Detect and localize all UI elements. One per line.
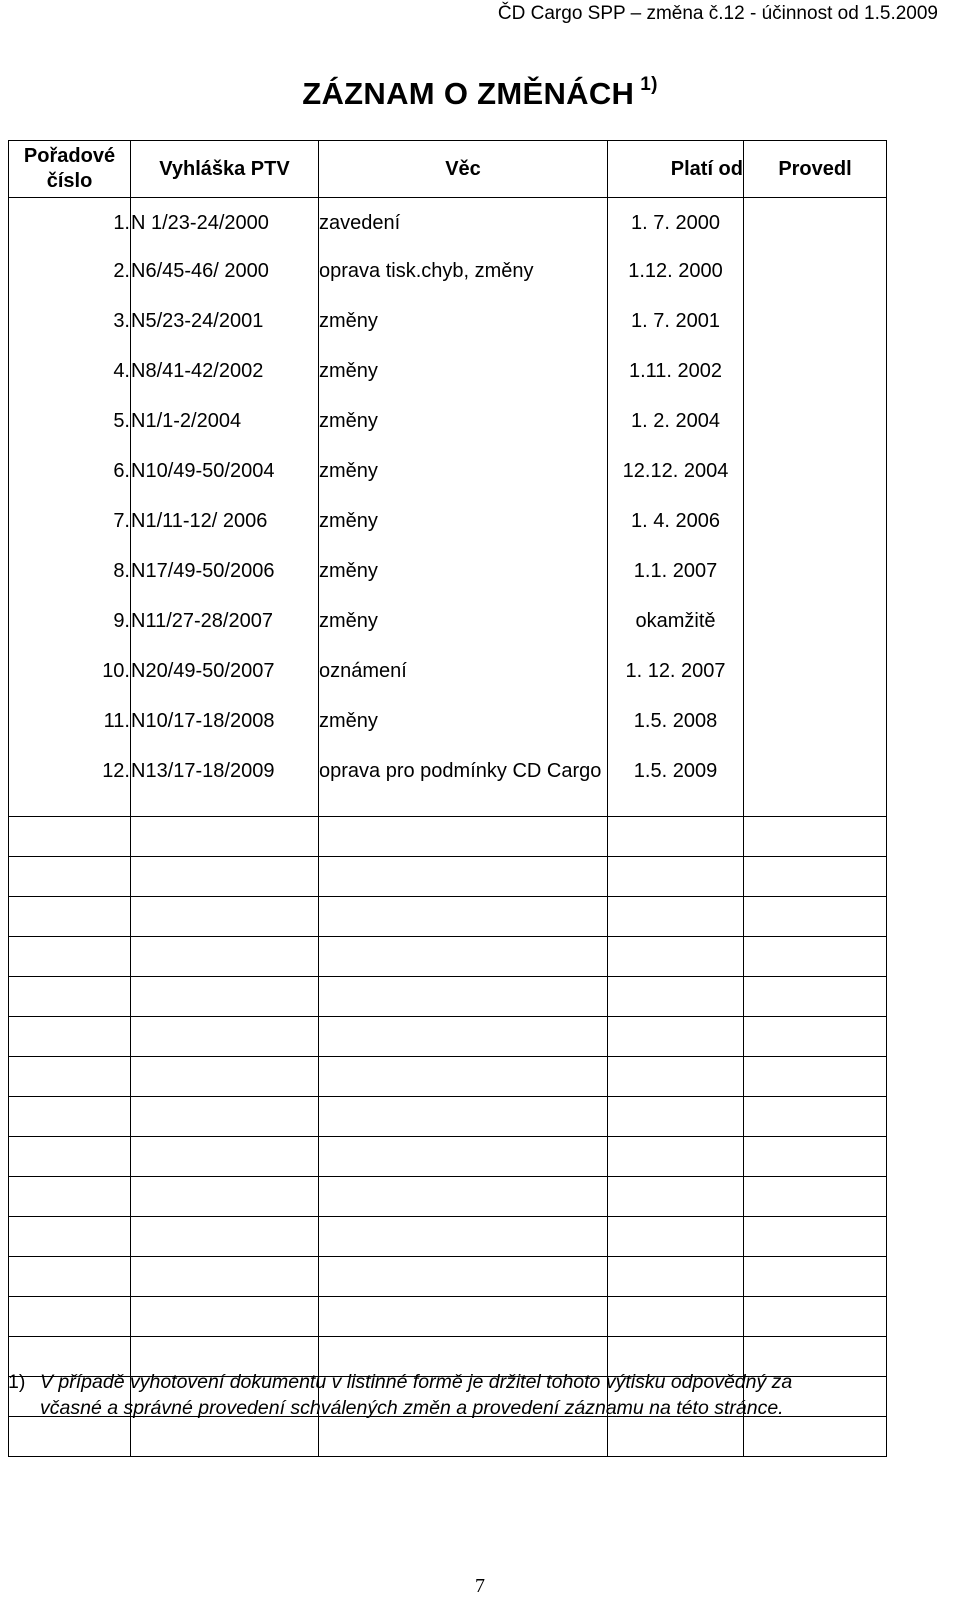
empty-cell (319, 857, 608, 897)
row-subject: změny (319, 700, 608, 750)
row-regulation: N5/23-24/2001 (131, 300, 319, 350)
row-regulation: N11/27-28/2007 (131, 600, 319, 650)
footnote (8, 1369, 918, 1421)
row-regulation: N10/49-50/2004 (131, 450, 319, 500)
empty-cell (319, 937, 608, 977)
page-title-text: ZÁZNAM O ZMĚNÁCH (302, 76, 635, 111)
empty-cell (744, 897, 887, 937)
row-valid-from: 1.12. 2000 (608, 250, 744, 300)
row-regulation: N10/17-18/2008 (131, 700, 319, 750)
row-valid-from: 1.11. 2002 (608, 350, 744, 400)
empty-cell (131, 1297, 319, 1337)
footnote-text-line2: včasné a správné provedení schválených změn a provedení záznamu na této stránce. (40, 1397, 784, 1419)
row-number: 11. (9, 700, 131, 750)
empty-cell (9, 937, 131, 977)
empty-cell (319, 1057, 608, 1097)
empty-row (9, 1257, 887, 1297)
empty-cell (608, 897, 744, 937)
row-valid-from: okamžitě (608, 600, 744, 650)
empty-cell (9, 1097, 131, 1137)
empty-cell (131, 1417, 319, 1457)
empty-cell (608, 1257, 744, 1297)
row-done-by (744, 650, 887, 700)
col-header-subject: Věc (319, 141, 608, 198)
row-regulation: N13/17-18/2009 (131, 750, 319, 817)
empty-cell (9, 1297, 131, 1337)
row-regulation: N17/49-50/2006 (131, 550, 319, 600)
empty-row (9, 1297, 887, 1337)
col-header-regulation: Vyhláška PTV (131, 141, 319, 198)
empty-cell (319, 1017, 608, 1057)
empty-cell (608, 1017, 744, 1057)
empty-cell (608, 1097, 744, 1137)
row-valid-from: 1.1. 2007 (608, 550, 744, 600)
row-done-by (744, 198, 887, 251)
row-subject: oprava tisk.chyb, změny (319, 250, 608, 300)
empty-cell (319, 1177, 608, 1217)
empty-row (9, 1057, 887, 1097)
empty-cell (744, 1057, 887, 1097)
empty-cell (131, 937, 319, 977)
empty-row (9, 977, 887, 1017)
table-row (9, 300, 887, 350)
row-valid-from: 1. 12. 2007 (608, 650, 744, 700)
table-row (9, 500, 887, 550)
empty-cell (744, 1177, 887, 1217)
empty-cell (9, 1017, 131, 1057)
table-row (9, 198, 887, 251)
empty-cell (9, 977, 131, 1017)
footnote-text-line1: V případě vyhotovení dokumentu v listinné formě je držitel tohoto výtisku odpovědný za (40, 1371, 793, 1393)
empty-cell (744, 1017, 887, 1057)
row-done-by (744, 600, 887, 650)
empty-cell (319, 1257, 608, 1297)
col-header-number-line1: Pořadové (23, 145, 116, 167)
empty-cell (319, 1297, 608, 1337)
empty-cell (744, 1217, 887, 1257)
empty-cell (608, 1057, 744, 1097)
empty-cell (608, 1177, 744, 1217)
empty-cell (131, 1137, 319, 1177)
row-subject: změny (319, 400, 608, 450)
row-done-by (744, 350, 887, 400)
empty-row (9, 817, 887, 857)
table-row (9, 550, 887, 600)
col-header-number-line2: číslo (46, 170, 93, 192)
empty-row (9, 1137, 887, 1177)
empty-cell (608, 1217, 744, 1257)
empty-cell (9, 857, 131, 897)
row-subject: změny (319, 550, 608, 600)
row-done-by (744, 250, 887, 300)
row-subject: zavedení (319, 198, 608, 251)
row-regulation: N1/1-2/2004 (131, 400, 319, 450)
title-footnote-ref: 1) (640, 74, 658, 95)
row-subject: změny (319, 450, 608, 500)
row-number: 7. (9, 500, 131, 550)
row-subject: změny (319, 500, 608, 550)
row-done-by (744, 450, 887, 500)
empty-cell (319, 1417, 608, 1457)
row-regulation: N6/45-46/ 2000 (131, 250, 319, 300)
empty-row (9, 1177, 887, 1217)
row-number: 9. (9, 600, 131, 650)
empty-cell (608, 937, 744, 977)
row-valid-from: 1.5. 2008 (608, 700, 744, 750)
row-valid-from: 1.5. 2009 (608, 750, 744, 817)
row-valid-from: 1. 2. 2004 (608, 400, 744, 450)
empty-cell (744, 1297, 887, 1337)
empty-cell (319, 1137, 608, 1177)
empty-cell (744, 977, 887, 1017)
row-number: 8. (9, 550, 131, 600)
table-row (9, 250, 887, 300)
row-done-by (744, 700, 887, 750)
empty-cell (9, 1217, 131, 1257)
table-row (9, 700, 887, 750)
empty-cell (131, 1097, 319, 1137)
empty-cell (744, 1417, 887, 1457)
footnote-line1 (8, 1369, 918, 1395)
row-number: 2. (9, 250, 131, 300)
empty-cell (319, 977, 608, 1017)
empty-cell (744, 817, 887, 857)
empty-row (9, 937, 887, 977)
empty-cell (131, 1177, 319, 1217)
empty-cell (608, 817, 744, 857)
row-done-by (744, 500, 887, 550)
empty-cell (608, 857, 744, 897)
empty-cell (131, 1017, 319, 1057)
table-row (9, 750, 887, 817)
empty-cell (744, 1137, 887, 1177)
empty-row (9, 1417, 887, 1457)
table-row (9, 650, 887, 700)
change-records-table (8, 140, 887, 1457)
empty-cell (131, 1217, 319, 1257)
row-subject: změny (319, 300, 608, 350)
row-regulation: N1/11-12/ 2006 (131, 500, 319, 550)
empty-cell (9, 1257, 131, 1297)
row-subject: změny (319, 600, 608, 650)
empty-row (9, 1097, 887, 1137)
table-row (9, 450, 887, 500)
empty-cell (608, 1417, 744, 1457)
row-number: 10. (9, 650, 131, 700)
row-number: 1. (9, 198, 131, 251)
empty-cell (608, 1297, 744, 1337)
row-number: 5. (9, 400, 131, 450)
empty-row (9, 897, 887, 937)
row-valid-from: 1. 4. 2006 (608, 500, 744, 550)
table-row (9, 600, 887, 650)
row-number: 6. (9, 450, 131, 500)
empty-row (9, 1217, 887, 1257)
empty-cell (131, 1257, 319, 1297)
row-done-by (744, 750, 887, 817)
row-done-by (744, 400, 887, 450)
page-title (0, 74, 960, 112)
footnote-marker: 1) (8, 1371, 26, 1393)
row-regulation: N8/41-42/2002 (131, 350, 319, 400)
empty-cell (9, 1417, 131, 1457)
row-done-by (744, 300, 887, 350)
empty-cell (131, 977, 319, 1017)
empty-cell (319, 1097, 608, 1137)
row-valid-from: 12.12. 2004 (608, 450, 744, 500)
table-row (9, 400, 887, 450)
empty-cell (608, 1137, 744, 1177)
empty-cell (319, 897, 608, 937)
empty-cell (744, 937, 887, 977)
empty-cell (744, 1257, 887, 1297)
empty-cell (131, 817, 319, 857)
row-valid-from: 1. 7. 2001 (608, 300, 744, 350)
row-number: 4. (9, 350, 131, 400)
empty-cell (9, 817, 131, 857)
empty-cell (9, 1137, 131, 1177)
empty-cell (319, 1217, 608, 1257)
empty-row (9, 1017, 887, 1057)
col-header-valid-from: Platí od (608, 141, 744, 198)
row-number: 3. (9, 300, 131, 350)
col-header-number (9, 141, 131, 198)
table-header-row (9, 141, 887, 198)
empty-row (9, 857, 887, 897)
empty-cell (9, 1057, 131, 1097)
row-subject: změny (319, 350, 608, 400)
empty-cell (131, 897, 319, 937)
row-valid-from: 1. 7. 2000 (608, 198, 744, 251)
row-subject: oprava pro podmínky CD Cargo (319, 750, 608, 817)
empty-cell (608, 977, 744, 1017)
empty-cell (319, 817, 608, 857)
empty-cell (131, 1057, 319, 1097)
empty-cell (9, 897, 131, 937)
row-regulation: N20/49-50/2007 (131, 650, 319, 700)
table-row (9, 350, 887, 400)
row-done-by (744, 550, 887, 600)
empty-cell (744, 1097, 887, 1137)
empty-cell (744, 857, 887, 897)
page-number: 7 (475, 1575, 485, 1597)
row-number: 12. (9, 750, 131, 817)
row-subject: oznámení (319, 650, 608, 700)
running-header: ČD Cargo SPP – změna č.12 - účinnost od 1.5.2009 (497, 3, 938, 24)
empty-cell (131, 857, 319, 897)
empty-cell (9, 1177, 131, 1217)
col-header-done-by: Provedl (744, 141, 887, 198)
row-regulation: N 1/23-24/2000 (131, 198, 319, 251)
